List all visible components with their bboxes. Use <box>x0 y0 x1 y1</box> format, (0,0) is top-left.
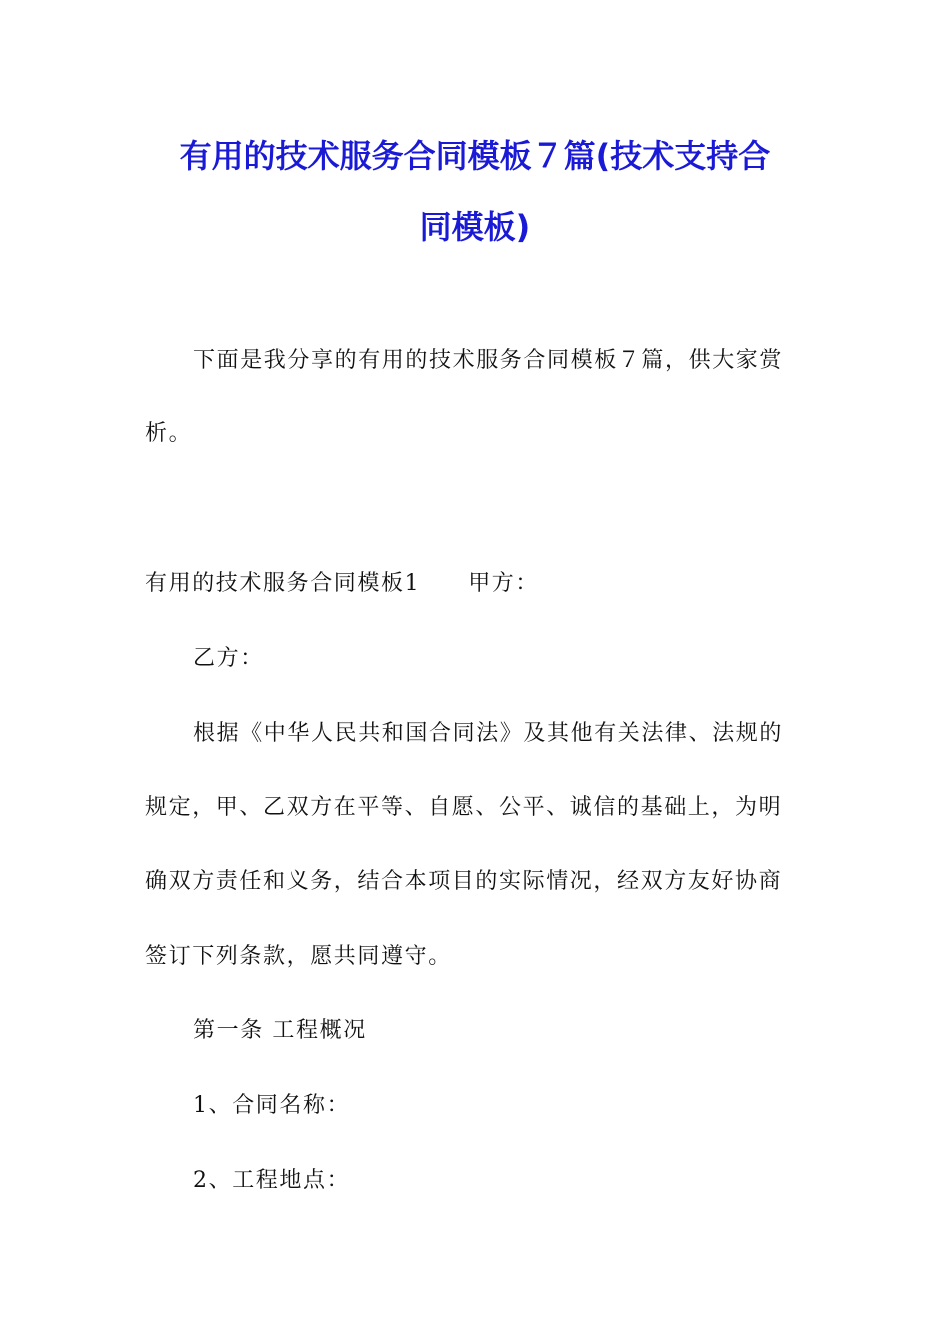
item-contract-name: 1、合同名称： <box>193 1093 351 1118</box>
section-heading: 有用的技术服务合同模板1 <box>145 571 421 596</box>
section-heading-row <box>145 569 539 599</box>
intro-line-2: 析。 <box>145 421 193 446</box>
paragraph-line-1: 根据《中华人民共和国合同法》及其他有关法律、法规的 <box>193 721 784 746</box>
document-title-line-2: 同模板) <box>419 208 531 246</box>
paragraph-line-3: 确双方责任和义务，结合本项目的实际情况，经双方友好协商 <box>145 869 783 894</box>
document-title-line-1: 有用的技术服务合同模板７篇(技术支持合 <box>179 137 771 175</box>
paragraph-line-4: 签订下列条款，愿共同遵守。 <box>145 944 452 969</box>
item-project-location: 2、工程地点： <box>193 1168 351 1193</box>
party-b-label: 乙方： <box>193 646 264 671</box>
party-a-label: 甲方： <box>468 571 540 596</box>
intro-line-1: 下面是我分享的有用的技术服务合同模板７篇，供大家赏 <box>193 348 784 373</box>
article-1-heading: 第一条 工程概况 <box>193 1018 367 1043</box>
paragraph-line-2: 规定，甲、乙双方在平等、自愿、公平、诚信的基础上，为明 <box>145 795 783 820</box>
